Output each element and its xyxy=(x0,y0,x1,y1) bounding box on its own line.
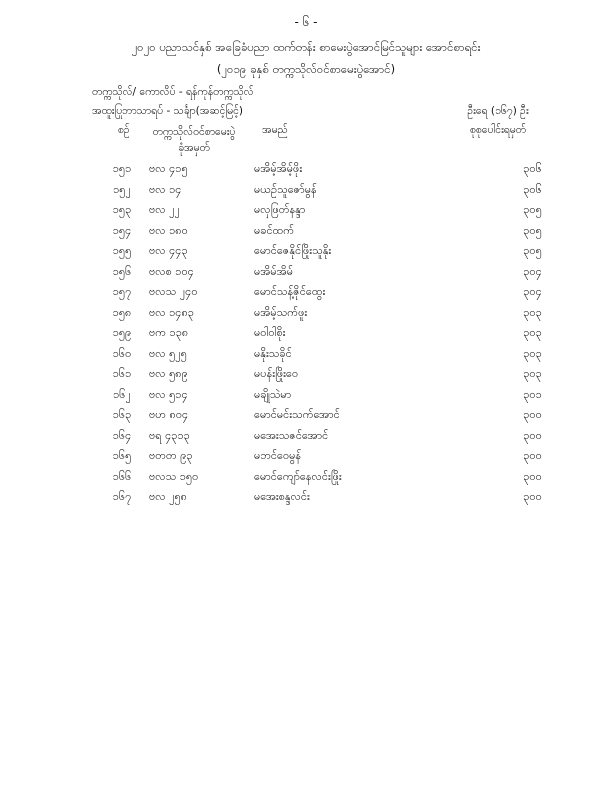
serial-cell: ၁၅၃ xyxy=(112,203,132,217)
marks-cell: ၃၀၆ xyxy=(523,162,542,176)
marks-cell: ၃၀၀ xyxy=(523,449,542,463)
serial-cell: ၁၅၈ xyxy=(112,305,132,319)
name-cell: မအိမ့်အိမ့်ဖိုး xyxy=(254,162,303,176)
university-line: တက္ကသိုလ်/ ကောလိပ် - ရန်ကုန်တက္ကသိုလ် xyxy=(92,86,254,98)
roll-number-cell: ဗလ ၂၂ xyxy=(149,203,180,217)
name-cell: မအေးစန္ဒလင်း xyxy=(254,490,310,504)
name-cell: မအိမ်အိမ် xyxy=(254,264,294,278)
table-row xyxy=(95,427,580,448)
marks-cell: ၃၀၀ xyxy=(523,408,542,422)
name-cell: မဘင်ဝေမွန် xyxy=(254,449,302,463)
serial-cell: ၁၅၇ xyxy=(112,285,132,299)
roll-number-cell: ဗလ ၁၄ xyxy=(149,182,182,196)
document-subtitle: (၂၀၁၉ ခုနှစ် တက္ကသိုလ်ဝင်စာမေးပွဲအောင်) xyxy=(216,62,396,76)
serial-cell: ၁၅၁ xyxy=(112,162,132,176)
roll-number-cell: ဗလသ ၂၄၀ xyxy=(149,285,198,299)
marks-cell: ၃၀၃ xyxy=(523,367,542,381)
name-cell: မချိုသဲမာ xyxy=(254,387,292,401)
serial-cell: ၁၆၄ xyxy=(112,428,132,442)
table-row xyxy=(95,386,580,407)
marks-cell: ၃၀၆ xyxy=(523,182,542,196)
name-cell: မောင်မင်းသက်အောင် xyxy=(254,408,340,422)
serial-cell: ၁၆၃ xyxy=(112,408,132,422)
name-cell: မောင်ဇေနိုင်ဖြိုးသူနိုး xyxy=(254,244,332,258)
serial-cell: ၁၆၇ xyxy=(112,490,132,504)
serial-cell: ၁၆၆ xyxy=(112,469,132,483)
serial-cell: ၁၅၂ xyxy=(113,182,131,196)
name-cell: မလှဖြတ်နန္ဒာ xyxy=(254,203,306,217)
table-row xyxy=(95,160,580,181)
table-row xyxy=(95,304,580,325)
name-cell: မခင်ထက် xyxy=(254,223,294,237)
document-title: ၂၀၂၀ ပညာသင်နှစ် အခြေခံပညာ ထက်တန်း စာမေးပွဲအောင်မြင်သူများ အောင်စာရင်း xyxy=(131,40,481,54)
roll-number-cell: ဗလ ၁၈၀ xyxy=(149,223,188,237)
major-subject-line: အထူးပြုဘာသာရပ် - သင်္ချာ(အဆင့်မြင့်) xyxy=(92,105,244,117)
serial-cell: ၁၆၂ xyxy=(113,387,131,401)
roll-number-cell: ဗဟ ၈၀၄ xyxy=(149,408,189,422)
table-row xyxy=(95,468,580,489)
table-row xyxy=(95,324,580,345)
marks-cell: ၃၀၃ xyxy=(523,305,542,319)
roll-number-cell: ဗလစ ၁၀၄ xyxy=(149,264,194,278)
count-header: ဦးရေ (၁၆၇) ဦး xyxy=(467,105,529,117)
roll-header-line1: တက္ကသိုလ်ဝင်စာမေးပွဲ xyxy=(152,126,236,138)
name-cell: မောင်ကျော်နေလင်းဖြိုး xyxy=(254,469,342,483)
results-table-body xyxy=(95,160,580,509)
table-row xyxy=(95,242,580,263)
table-row xyxy=(95,283,580,304)
marks-cell: ၃၀၅ xyxy=(523,244,542,258)
serial-cell: ၁၅၅ xyxy=(112,244,132,258)
name-cell: မပန်းဖြိုးဝေ xyxy=(254,367,299,381)
marks-cell: ၃၀၄ xyxy=(523,264,542,278)
roll-number-cell: ဗလ ၅၂၅ xyxy=(149,346,187,360)
table-row xyxy=(95,488,580,509)
roll-number-column-header xyxy=(149,124,239,156)
serial-column-header: စဉ် xyxy=(118,124,130,136)
roll-number-cell: ဗတတ ၉၃ xyxy=(149,449,193,463)
results-table xyxy=(95,160,580,509)
page-number: - ၆ - xyxy=(294,15,318,29)
marks-cell: ၃၀၃ xyxy=(523,326,542,340)
table-row xyxy=(95,263,580,284)
table-row xyxy=(95,365,580,386)
marks-cell: ၃၀၀ xyxy=(523,469,542,483)
marks-cell: ၃၀၄ xyxy=(523,285,542,299)
roll-number-cell: ဗလသ ၁၅၀ xyxy=(149,469,199,483)
roll-number-cell: ဗရ ၄၃၁၃ xyxy=(149,428,190,442)
name-cell: မအိမ့်သက်ဖူး xyxy=(254,305,308,319)
marks-cell: ၃၀၅ xyxy=(523,223,542,237)
marks-cell: ၃၀၅ xyxy=(523,203,542,217)
roll-number-cell: ဗလ ၅၁၄ xyxy=(149,387,188,401)
roll-number-cell: ဗလ ၄၁၅ xyxy=(149,162,188,176)
marks-column-header: စုစုပေါင်းရမှတ် xyxy=(469,124,527,136)
serial-cell: ၁၅၉ xyxy=(112,326,132,340)
marks-cell: ၃၀၁ xyxy=(523,387,542,401)
serial-cell: ၁၆၀ xyxy=(112,346,132,360)
table-row xyxy=(95,345,580,366)
serial-cell: ၁၆၁ xyxy=(112,367,132,381)
marks-cell: ၃၀၀ xyxy=(523,428,542,442)
marks-cell: ၃၀၃ xyxy=(523,346,542,360)
table-row xyxy=(95,222,580,243)
name-cell: မယဉ်သူဇော်မွန် xyxy=(254,182,317,196)
serial-cell: ၁၅၄ xyxy=(112,223,132,237)
roll-number-cell: ဗလ ၅၈၉ xyxy=(149,367,188,381)
name-column-header: အမည် xyxy=(262,124,288,136)
roll-number-cell: ဗလ ၁၄၈၃ xyxy=(149,305,194,319)
name-cell: မဝါဝါစိုး xyxy=(254,326,286,340)
table-row xyxy=(95,181,580,202)
serial-cell: ၁၅၆ xyxy=(112,264,132,278)
roll-number-cell: ဗက ၁၃၈ xyxy=(149,326,189,340)
table-row xyxy=(95,406,580,427)
marks-cell: ၃၀၀ xyxy=(523,490,542,504)
table-row xyxy=(95,447,580,468)
roll-number-cell: ဗလ ၄၄၃ xyxy=(149,244,188,258)
serial-cell: ၁၆၅ xyxy=(112,449,132,463)
roll-header-line2: ခုံအမှတ် xyxy=(178,142,210,154)
name-cell: မအေးသဇင်အောင် xyxy=(254,428,329,442)
name-cell: မောင်သန့်ဇိုင်ထွေး xyxy=(254,285,326,299)
roll-number-cell: ဗလ ၂၅၈ xyxy=(149,490,187,504)
name-cell: မနိုးသခိုင် xyxy=(254,346,292,360)
table-row xyxy=(95,201,580,222)
